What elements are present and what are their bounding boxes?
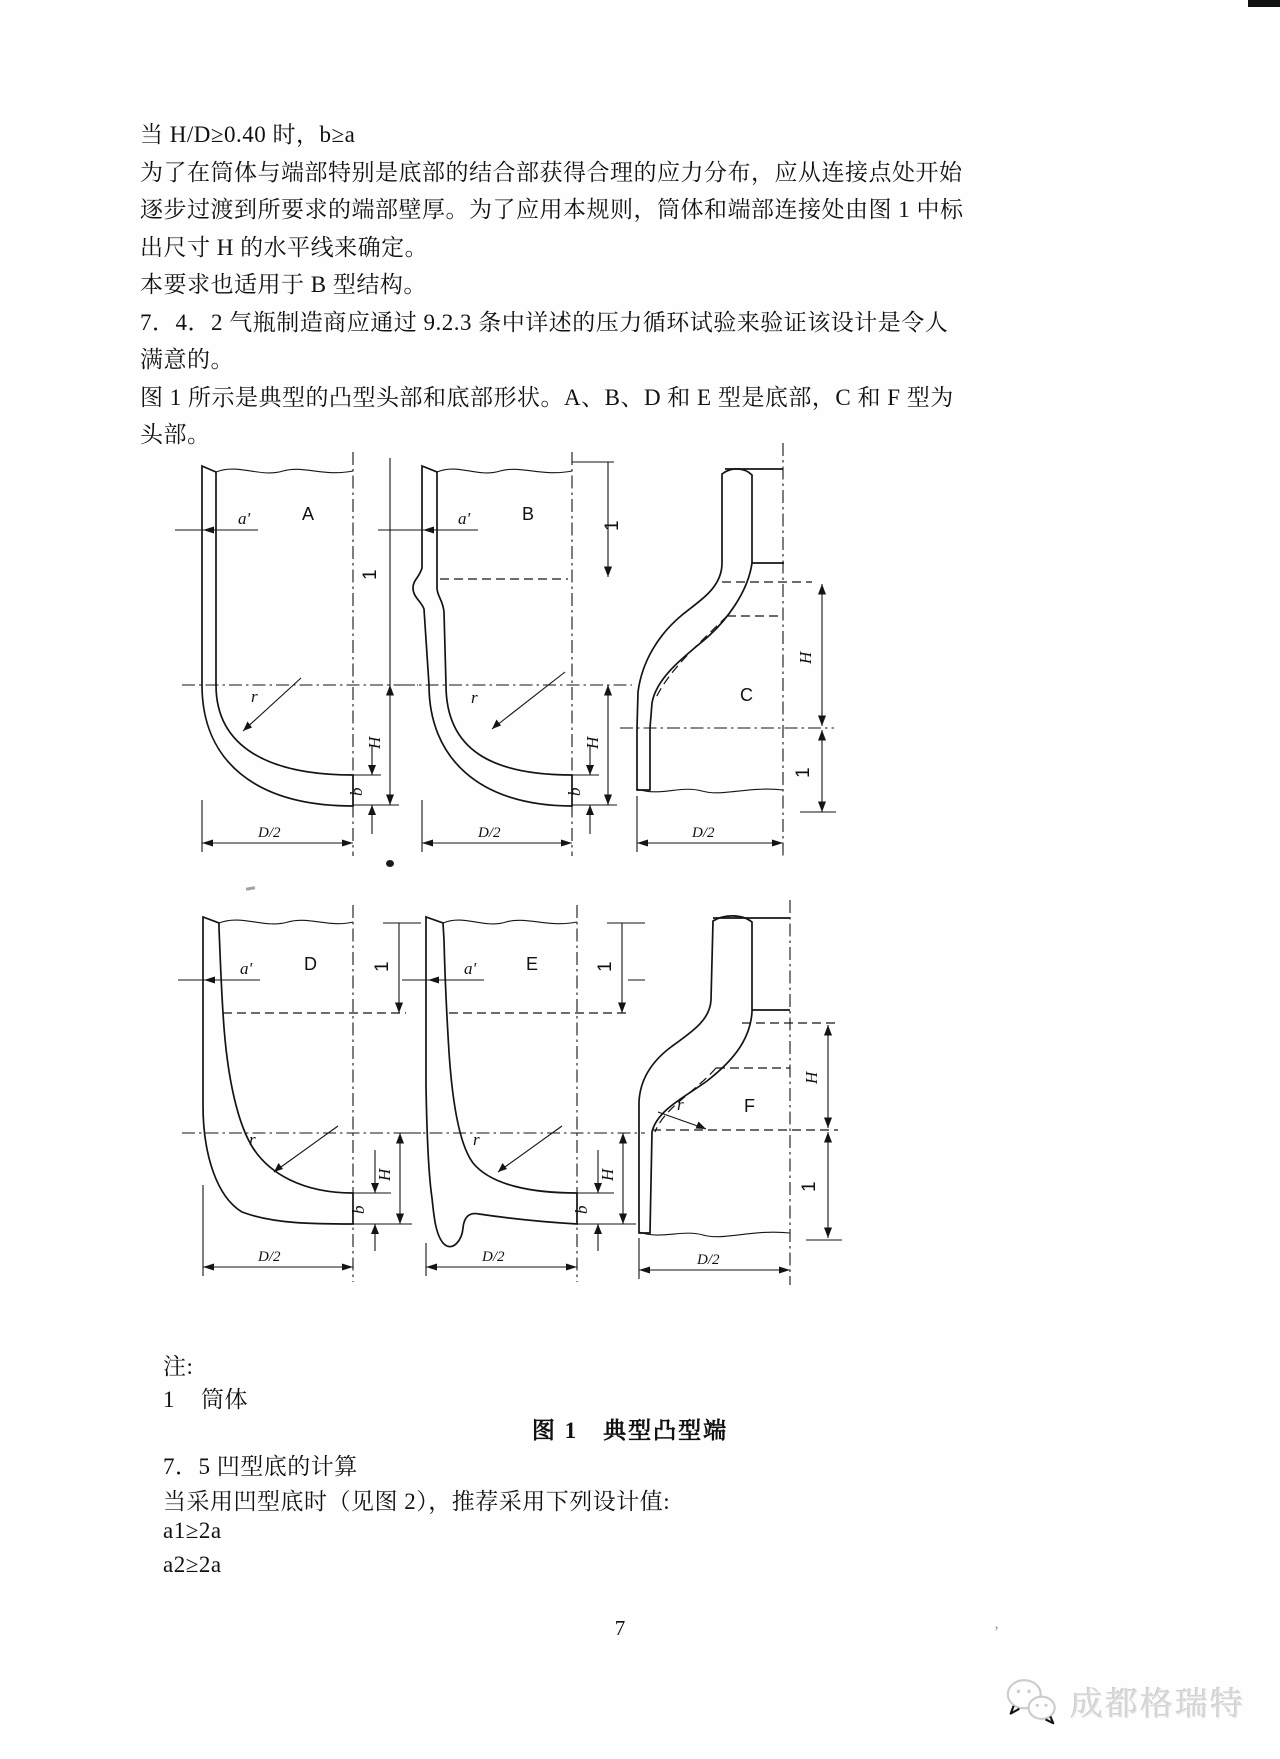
type-letter: C [740,685,753,705]
figure-1-drawing [0,420,1280,1320]
type-letter: E [526,954,539,974]
type-letter: F [744,1096,755,1116]
dim-a-label: a' [458,509,471,528]
dim-d2-label: D/2 [697,1252,720,1268]
dim-d2-label: D/2 [482,1249,505,1265]
dim-H-label: H [583,736,602,749]
dim-d2-label: D/2 [258,825,281,841]
dim-r-label: r [251,687,258,706]
paragraph-line: 为了在筒体与端部特别是底部的结合部获得合理的应力分布，应从连接点处开始 [140,160,963,185]
dim-d2-label: D/2 [478,825,501,841]
design-value-2: a2≥2a [163,1552,222,1577]
paragraph-line: 逐步过渡到所要求的端部壁厚。为了应用本规则，筒体和端部连接处由图 1 中标 [140,197,964,222]
figure-note-item [163,1381,248,1414]
section-intro: 当采用凹型底时（见图 2），推荐采用下列设计值: [163,1489,671,1514]
design-value-1: a1≥2a [163,1518,222,1543]
diagram-type-e [402,905,645,1282]
ref-1-label: 1 [602,520,623,531]
dim-a-label: a' [464,959,477,978]
paragraph-line: 出尺寸 H 的水平线来确定。 [140,235,429,260]
ref-1-label: 1 [595,961,616,972]
paragraph-line: 头部。 [140,422,211,447]
note-text: 筒体 [201,1387,248,1412]
dim-a-label: a' [240,959,253,978]
dim-b-label: b [347,787,366,796]
scan-speck [386,860,394,867]
dim-H-label: H [796,651,815,664]
dim-b-label: b [349,1205,368,1214]
dim-d2-label: D/2 [258,1249,281,1265]
dim-H-label: H [365,736,384,749]
figure-caption: 图 1 典型凸型端 [531,1418,729,1443]
dim-b-label: b [565,787,584,796]
dim-r-label: r [677,1095,684,1114]
dim-b-label: b [572,1205,591,1214]
watermark [1002,1672,1245,1730]
diagram-type-c [620,443,836,856]
note-number: 1 [163,1387,175,1412]
dim-H-label: H [375,1168,394,1181]
dim-r-label: r [471,688,478,707]
paragraph-line: 7．4．2 气瓶制造商应通过 9.2.3 条中详述的压力循环试验来验证该设计是令人 [140,310,949,335]
ref-1-label: 1 [360,569,381,580]
diagram-type-d [178,905,421,1282]
dim-a-label: a' [238,509,251,528]
scan-corner-artifact [1248,0,1280,7]
figure-note-label: 注: [163,1354,194,1379]
wechat-icon [1002,1672,1060,1730]
dim-H-label: H [802,1071,821,1084]
page-number: 7 [614,1616,626,1640]
type-letter: B [522,504,535,524]
paragraph-line: 当 H/D≥0.40 时，b≥a [140,122,356,147]
diagram-type-f [639,900,842,1285]
diagram-type-b [396,452,632,856]
section-heading: 7．5 凹型底的计算 [163,1454,358,1479]
diagram-type-a [175,452,418,856]
type-letter: D [304,954,317,974]
dim-r-label: r [249,1130,256,1149]
ref-1-label: 1 [793,767,814,778]
scan-speck: ’ [994,1624,999,1640]
ref-1-label: 1 [372,961,393,972]
paragraph-line: 满意的。 [140,347,234,372]
type-letter: A [302,504,315,524]
watermark-text: 成都格瑞特 [1070,1686,1245,1723]
dim-d2-label: D/2 [692,825,715,841]
paragraph-line: 本要求也适用于 B 型结构。 [140,272,427,297]
dim-H-label: H [598,1168,617,1181]
paragraph-line: 图 1 所示是典型的凸型头部和底部形状。A、B、D 和 E 型是底部，C 和 F 型为 [140,385,954,410]
dim-r-label: r [473,1130,480,1149]
ref-1-label: 1 [799,1181,820,1192]
